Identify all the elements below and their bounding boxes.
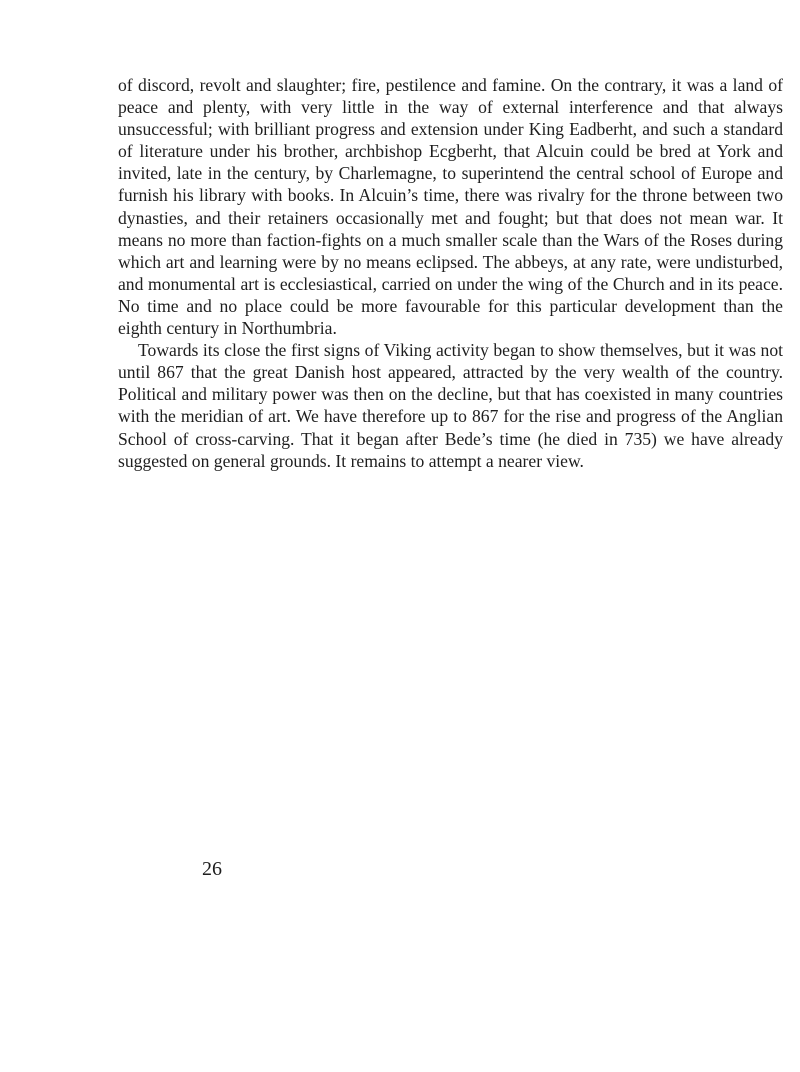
paragraph-viking-activity: Towards its close the first signs of Viking activity began to show themselves, but it was not until 867 that the great Danish host appeared, attracted by the very wealth of the country. Political and military power was then on the decline, but that has coexisted in many countries with the meridian of art. We have therefore up to 867 for the rise and progress of the Anglian School of cross-carving. That it began after Bede’s time (he died in 735) we have already suggested on general grounds. It remains to attempt a nearer view. (118, 340, 783, 471)
page-number: 26 (202, 858, 222, 880)
paragraph-continuation: of discord, revolt and slaughter; fire, pestilence and famine. On the contrary, it was a land of peace and plenty, with very little in the way of external interference and that always unsuccessful; with brilliant progress and extension under King Eadberht, and such a standard of literature under his brother, archbishop Ecgberht, that Alcuin could be bred at York and invited, late in the century, by Charlemagne, to superintend the central school of Europe and furnish his library with books. In Alcuin’s time, there was rivalry for the throne between two dynasties, and their retainers occasionally met and fought; but that does not mean war. It means no more than faction-fights on a much smaller scale than the Wars of the Roses during which art and learning were by no means eclipsed. The abbeys, at any rate, were undisturbed, and monumental art is ecclesiastical, carried on under the wing of the Church and in its peace. No time and no place could be more favourable for this particular development than the eighth century in Northumbria. (118, 75, 783, 339)
body-text (118, 74, 783, 472)
